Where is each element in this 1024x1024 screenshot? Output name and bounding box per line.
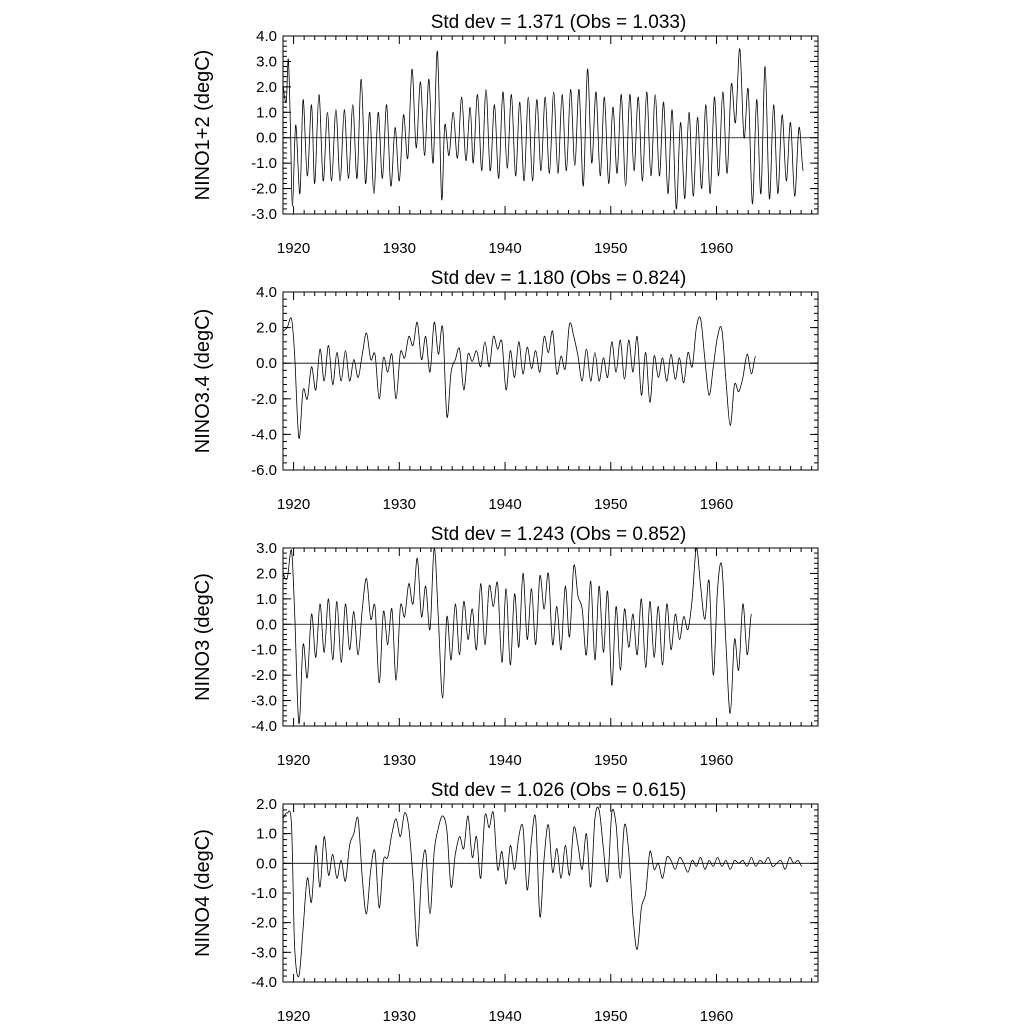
y-tick-label: -2.0: [251, 390, 277, 408]
x-tick-label: 1920: [276, 496, 311, 513]
x-tick-label: 1960: [699, 752, 734, 769]
y-tick-label: 0.0: [256, 855, 277, 873]
y-tick-label: 2.0: [256, 796, 277, 813]
x-tick-label: 1920: [276, 1008, 311, 1024]
y-tick-label: -3.0: [251, 692, 277, 710]
x-tick-label: 1930: [382, 1008, 416, 1024]
y-tick-label: 1.0: [256, 104, 277, 122]
x-tick-label: 1940: [488, 496, 522, 513]
x-tick-label: 1950: [594, 240, 628, 257]
y-axis-label: NINO4 (degC): [192, 829, 214, 957]
x-tick-label: 1920: [276, 752, 311, 769]
y-axis-label: NINO3.4 (degC): [192, 308, 214, 454]
x-tick-label: 1960: [699, 240, 734, 257]
y-axis-label: NINO1+2 (degC): [192, 49, 214, 201]
y-tick-label: 0.0: [256, 129, 277, 147]
y-tick-label: -1.0: [251, 155, 277, 173]
x-tick-label: 1960: [699, 1008, 734, 1024]
chart-title: Std dev = 1.026 (Obs = 0.615): [430, 780, 687, 801]
y-tick-label: 2.0: [256, 78, 277, 96]
y-tick-label: -3.0: [251, 944, 277, 962]
x-tick-label: 1930: [382, 496, 416, 513]
y-tick-label: -2.0: [251, 914, 277, 932]
x-tick-label: 1950: [594, 1008, 628, 1024]
x-tick-label: 1940: [488, 240, 522, 257]
series-line: [283, 317, 756, 439]
x-tick-label: 1950: [594, 752, 628, 769]
y-tick-label: 4.0: [256, 284, 277, 301]
x-tick-label: 1940: [488, 752, 522, 769]
x-tick-label: 1930: [382, 752, 416, 769]
series-line: [283, 548, 751, 724]
y-tick-label: 3.0: [256, 540, 277, 557]
x-tick-label: 1920: [276, 240, 311, 257]
chart-title: Std dev = 1.243 (Obs = 0.852): [430, 524, 687, 545]
y-tick-label: -6.0: [251, 462, 277, 479]
y-tick-label: -4.0: [251, 718, 277, 735]
y-tick-label: -3.0: [251, 206, 277, 223]
x-tick-label: 1930: [382, 240, 416, 257]
y-tick-label: 4.0: [256, 28, 277, 45]
y-tick-label: 2.0: [256, 319, 277, 337]
series-line: [283, 49, 803, 209]
x-tick-label: 1950: [594, 496, 628, 513]
y-tick-label: -4.0: [251, 426, 277, 444]
chart-title: Std dev = 1.180 (Obs = 0.824): [430, 268, 687, 289]
y-tick-label: 1.0: [256, 590, 277, 608]
y-tick-label: 1.0: [256, 825, 277, 843]
series-line: [283, 807, 802, 977]
y-tick-label: -4.0: [251, 974, 277, 991]
plot-frame: [283, 292, 818, 470]
y-tick-label: 0.0: [256, 355, 277, 373]
y-tick-label: -1.0: [251, 885, 277, 902]
y-tick-label: 2.0: [256, 565, 277, 583]
y-tick-label: 3.0: [256, 53, 277, 71]
y-tick-label: -2.0: [251, 667, 277, 685]
x-tick-label: 1960: [699, 496, 734, 513]
plot-frame: [283, 548, 818, 726]
y-tick-label: -2.0: [251, 180, 277, 198]
y-axis-label: NINO3 (degC): [192, 573, 214, 701]
y-tick-label: -1.0: [251, 641, 277, 659]
chart-title: Std dev = 1.371 (Obs = 1.033): [430, 12, 687, 33]
x-tick-label: 1940: [488, 1008, 522, 1024]
y-tick-label: 0.0: [256, 616, 277, 634]
